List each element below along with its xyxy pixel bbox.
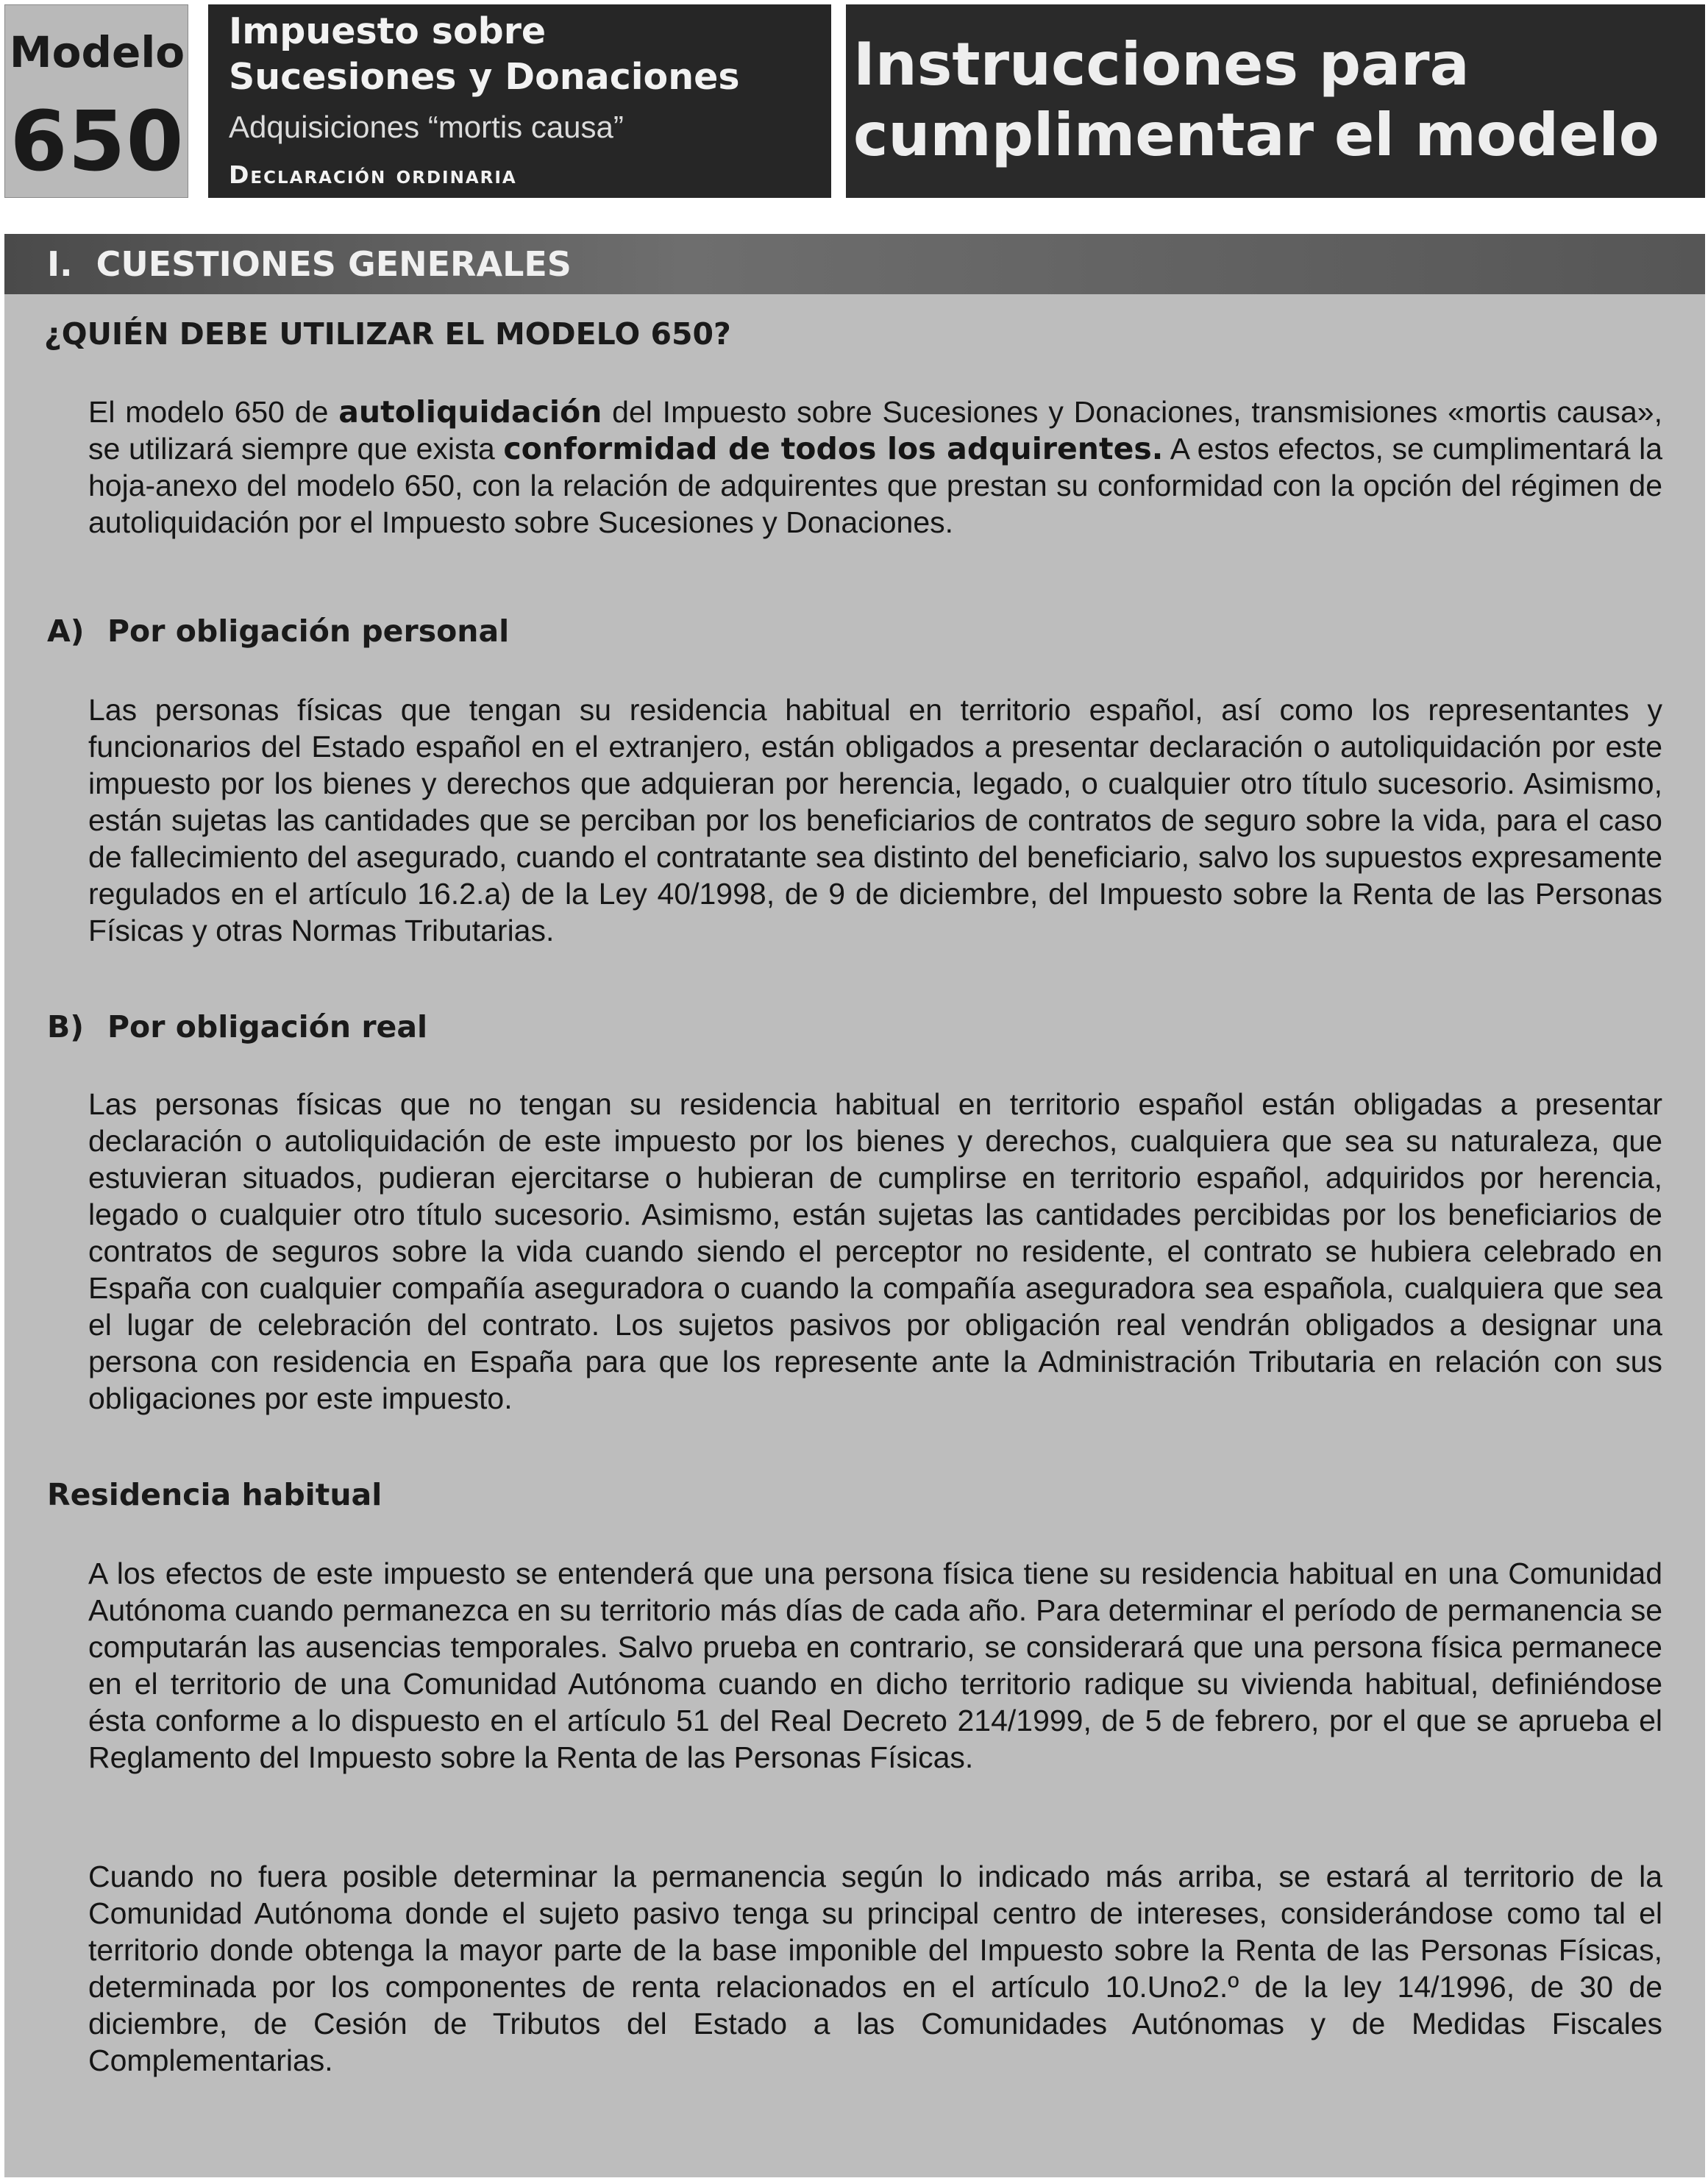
heading-obligacion-real-text: Por obligación real [107,1009,428,1045]
declaration-type: Declaración ordinaria [229,160,517,189]
tax-name [229,9,817,100]
intro-bold-autoliquidacion: autoliquidación [338,394,602,430]
heading-residencia-habitual: Residencia habitual [47,1477,382,1512]
modelo-badge [4,4,188,198]
intro-text-1: El modelo 650 de [88,395,339,429]
content-panel [4,234,1705,2177]
modelo-number: 650 [10,94,185,190]
intro-text-3: A estos efectos, se cumplimentará la hoja-anexo del modelo 650, con la relación de adquirentes que prestan su conformidad con la opción del régimen de autoliquidación por el Impuesto sobre Sucesiones y Donaciones. [88,432,1663,539]
paragraph-residencia-1: A los efectos de este impuesto se entenderá que una persona física tiene su residencia habitual en una Comunidad Autónoma cuando permanezca en su territorio más días de cada año. Para determinar el período de permanencia se computarán las ausencias temporales. Salvo prueba en contrario, se considerará que una persona física permanece en el territorio de una Comunidad Autónoma cuando en dicho territorio radique su vivienda habitual, definiéndose ésta conforme a lo dispuesto en el artículo 51 del Real Decreto 214/1999, de 5 de febrero, por el que se aprueba el Reglamento del Impuesto sobre la Renta de las Personas Físicas. [88,1556,1662,1774]
section-title: I. CUESTIONES GENERALES [47,244,572,284]
label-b: B) [47,1009,84,1045]
intro-bold-conformidad: conformidad de todos los adquirentes. [503,431,1164,466]
instructions-title-block [846,4,1705,198]
paragraph-intro [88,394,1662,541]
tax-subtitle: Adquisiciones “mortis causa” [229,110,624,144]
modelo-label: Modelo [9,27,185,77]
heading-obligacion-personal [47,613,509,649]
heading-quien: ¿QUIÉN DEBE UTILIZAR EL MODELO 650? [44,316,731,352]
heading-obligacion-real [47,1009,427,1045]
paragraph-obligacion-real: Las personas físicas que no tengan su residencia habitual en territorio español están obligadas a presentar declaración o autoliquidación de este impuesto por los bienes y derechos, cualquiera que sea su naturaleza, que estuvieran situados, pudieran ejercitarse o hubieran de cumplirse en territorio español, adquiridos por herencia, legado o cualquier otro título sucesorio. Asimismo, están sujetas las cantidades percibidas por los beneficiarios de contratos de seguros sobre la vida cuando siendo el perceptor no residente, el contrato se hubiera celebrado en España con cualquier compañía aseguradora o cuando la compañía aseguradora sea española, cualquiera que sea el lugar de celebración del contrato. Los sujetos pasivos por obligación real vendrán obligados a designar una persona con residencia en España para que los represente ante la Administración Tributaria en relación con sus obligaciones por este impuesto. [88,1087,1662,1415]
label-a: A) [47,613,85,649]
section-header [4,234,1705,294]
tax-name-line2: Sucesiones y Donaciones [229,56,740,98]
instructions-line2: cumplimentar el modelo [853,101,1659,169]
paragraph-obligacion-personal: Las personas físicas que tengan su residencia habitual en territorio español, así como los representantes y funcionarios del Estado español en el extranjero, están obligados a presentar declaración o autoliquidación por este impuesto por los bienes y derechos que adquieran por herencia, legado, o cualquier otro título sucesorio. Asimismo, están sujetas las cantidades que se perciban por los beneficiarios de contratos de seguro sobre la vida, para el caso de fallecimiento del asegurado, cuando el contratante sea distinto del beneficiario, salvo los supuestos expresamente regulados en el artículo 16.2.a) de la Ley 40/1998, de 9 de diciembre, del Impuesto sobre la Renta de las Personas Físicas y otras Normas Tributarias. [88,693,1662,947]
instructions-title [853,29,1699,171]
instructions-line1: Instrucciones para [853,30,1470,99]
tax-name-line1: Impuesto sobre [229,10,547,52]
heading-obligacion-personal-text: Por obligación personal [107,613,510,649]
tax-title-block [208,4,831,198]
intro-text-2: del Impuesto sobre Sucesiones y Donaciones, transmisiones «mortis causa», se utilizará siempre que exista [88,395,1662,466]
paragraph-residencia-2: Cuando no fuera posible determinar la permanencia según lo indicado más arriba, se estará al territorio de la Comunidad Autónoma donde el sujeto pasivo tenga su principal centro de intereses, considerándose como tal el territorio donde obtenga la mayor parte de la base imponible del Impuesto sobre la Renta de las Personas Físicas, determinada por los componentes de renta relacionados en el artículo 10.Uno2.º de la ley 14/1996, de 30 de diciembre, de Cesión de Tributos del Estado a las Comunidades Autónomas y de Medidas Fiscales Complementarias. [88,1860,1662,2077]
